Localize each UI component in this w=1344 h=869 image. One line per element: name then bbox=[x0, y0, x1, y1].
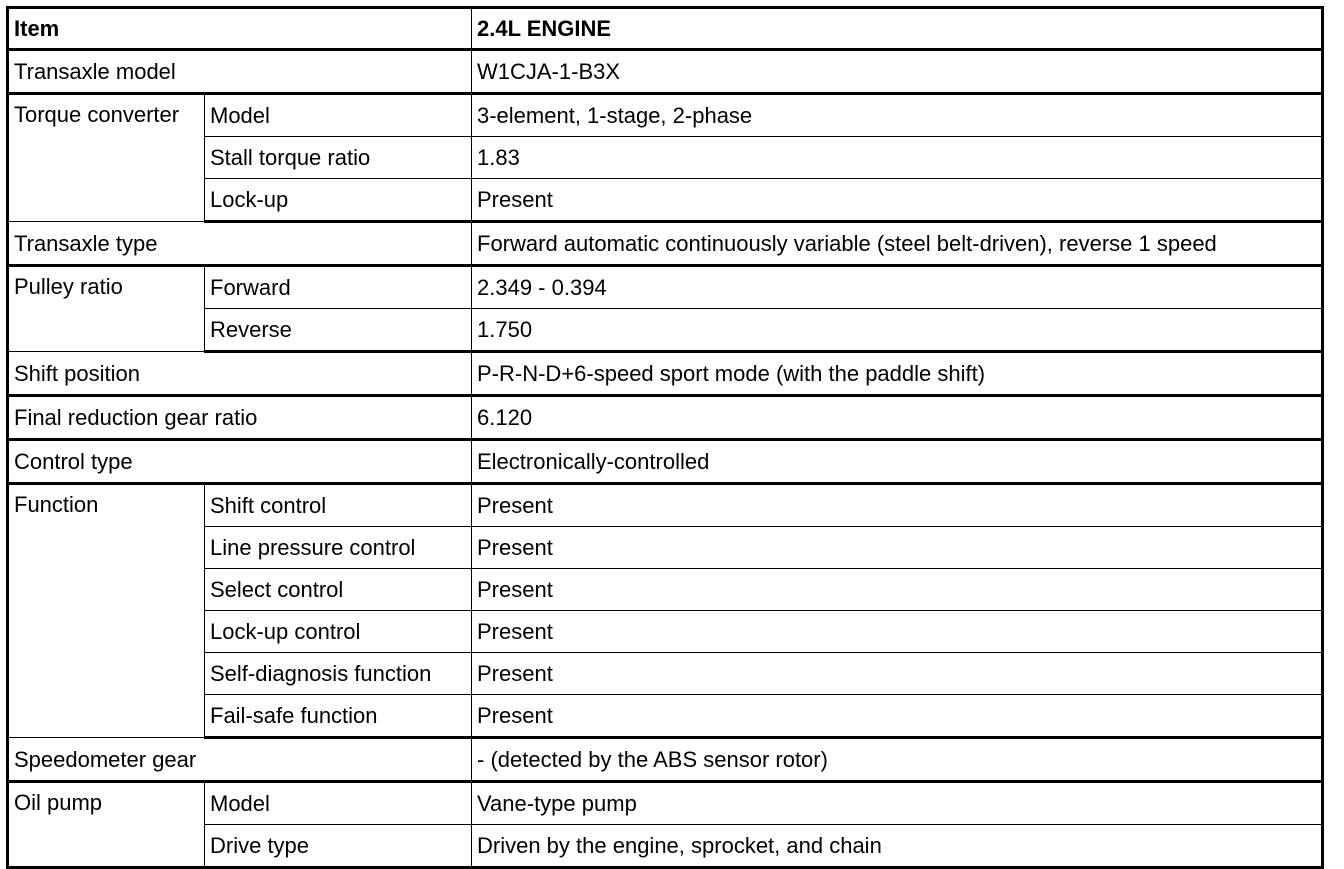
table-row bbox=[8, 179, 1323, 222]
row-label: Transaxle model bbox=[8, 50, 472, 94]
table-row bbox=[8, 695, 1323, 738]
table-row bbox=[8, 137, 1323, 179]
row-value: Present bbox=[472, 653, 1323, 695]
row-value: Present bbox=[472, 484, 1323, 527]
sub-label: Lock-up bbox=[205, 179, 472, 222]
row-value: Present bbox=[472, 569, 1323, 611]
table-row bbox=[8, 484, 1323, 527]
row-value: Forward automatic continuously variable (steel belt-driven), reverse 1 speed bbox=[472, 222, 1323, 266]
sub-label: Stall torque ratio bbox=[205, 137, 472, 179]
sub-label: Model bbox=[205, 782, 472, 825]
sub-label: Lock-up control bbox=[205, 611, 472, 653]
table-row bbox=[8, 222, 1323, 266]
table-row bbox=[8, 653, 1323, 695]
row-value: Present bbox=[472, 179, 1323, 222]
row-value: Present bbox=[472, 695, 1323, 738]
sub-label: Self-diagnosis function bbox=[205, 653, 472, 695]
sub-label: Select control bbox=[205, 569, 472, 611]
row-value: - (detected by the ABS sensor rotor) bbox=[472, 738, 1323, 782]
table-row bbox=[8, 527, 1323, 569]
sub-label: Forward bbox=[205, 266, 472, 309]
group-label: Function bbox=[8, 484, 205, 738]
row-label: Speedometer gear bbox=[8, 738, 472, 782]
table-row bbox=[8, 266, 1323, 309]
row-label: Shift position bbox=[8, 352, 472, 396]
table-row bbox=[8, 569, 1323, 611]
table-row bbox=[8, 94, 1323, 137]
row-value: Vane-type pump bbox=[472, 782, 1323, 825]
table-row bbox=[8, 825, 1323, 868]
row-value: W1CJA-1-B3X bbox=[472, 50, 1323, 94]
group-label: Torque converter bbox=[8, 94, 205, 222]
row-value: Electronically-controlled bbox=[472, 440, 1323, 484]
table-row bbox=[8, 352, 1323, 396]
sub-label: Line pressure control bbox=[205, 527, 472, 569]
row-value: P-R-N-D+6-speed sport mode (with the paddle shift) bbox=[472, 352, 1323, 396]
sub-label: Reverse bbox=[205, 309, 472, 352]
table-row bbox=[8, 396, 1323, 440]
sub-label: Fail-safe function bbox=[205, 695, 472, 738]
row-value: 3-element, 1-stage, 2-phase bbox=[472, 94, 1323, 137]
table-row bbox=[8, 309, 1323, 352]
group-label: Oil pump bbox=[8, 782, 205, 868]
row-value: Present bbox=[472, 611, 1323, 653]
row-label: Final reduction gear ratio bbox=[8, 396, 472, 440]
table-row bbox=[8, 782, 1323, 825]
row-value: 1.750 bbox=[472, 309, 1323, 352]
header-engine: 2.4L ENGINE bbox=[472, 8, 1323, 50]
row-value: 1.83 bbox=[472, 137, 1323, 179]
row-value: 2.349 - 0.394 bbox=[472, 266, 1323, 309]
sub-label: Drive type bbox=[205, 825, 472, 868]
spec-table bbox=[6, 6, 1324, 869]
sub-label: Shift control bbox=[205, 484, 472, 527]
row-label: Transaxle type bbox=[8, 222, 472, 266]
header-item: Item bbox=[8, 8, 472, 50]
row-value: Present bbox=[472, 527, 1323, 569]
sub-label: Model bbox=[205, 94, 472, 137]
table-row bbox=[8, 738, 1323, 782]
group-label: Pulley ratio bbox=[8, 266, 205, 352]
row-label: Control type bbox=[8, 440, 472, 484]
table-row bbox=[8, 611, 1323, 653]
table-row bbox=[8, 440, 1323, 484]
header-row bbox=[8, 8, 1323, 50]
row-value: 6.120 bbox=[472, 396, 1323, 440]
row-value: Driven by the engine, sprocket, and chain bbox=[472, 825, 1323, 868]
table-row bbox=[8, 50, 1323, 94]
